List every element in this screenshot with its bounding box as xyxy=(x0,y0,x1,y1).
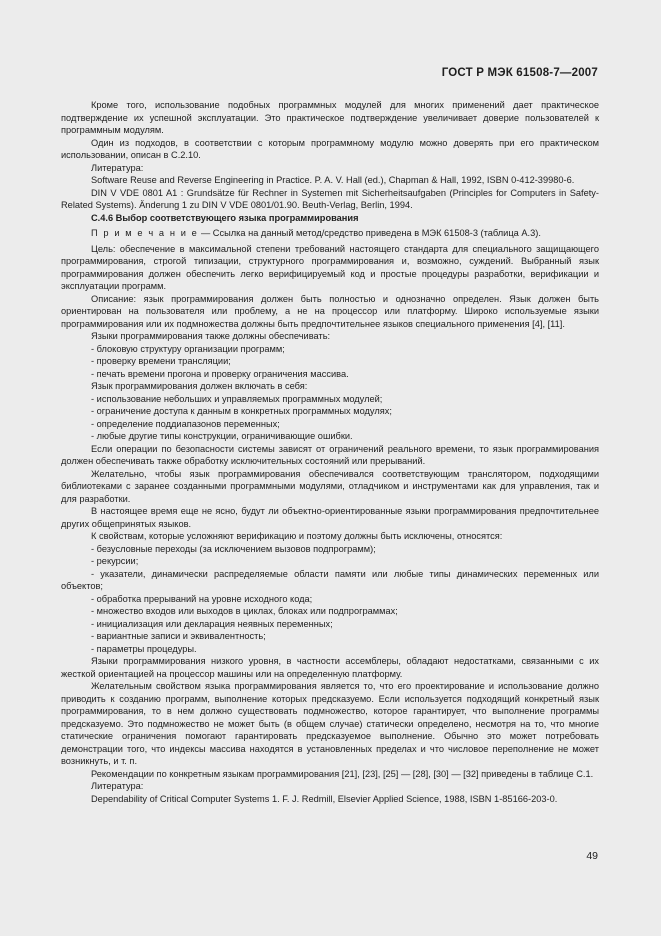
literature-label: Литература: xyxy=(91,162,144,173)
literature-label: Литература: xyxy=(91,781,144,791)
list-item: - блоковую структуру организации программ; xyxy=(91,343,285,354)
list-item: - ограничение доступа к данным в конкретных программных модулях; xyxy=(91,406,392,416)
list-intro: Язык программирования должен включать в себя: xyxy=(91,381,308,391)
paragraph: Один из подходов, в соответствии с которым программному модулю можно доверять при его практическом использовании, описан в С.2.10. xyxy=(61,137,599,160)
list-item: - рекурсии; xyxy=(91,556,139,566)
list-item: - параметры процедуры. xyxy=(91,643,197,654)
list-item: - любые другие типы конструкции, ограничивающие ошибки. xyxy=(91,431,353,441)
list-item: - указатели, динамически распределяемые области памяти или любые типы динамических переменных или объектов; xyxy=(61,568,599,591)
list-item: - безусловные переходы (за исключением вызовов подпрограмм); xyxy=(91,543,376,554)
list-intro: Языки программирования также должны обеспечивать: xyxy=(91,331,331,341)
list-item: - вариантные записи и эквивалентность; xyxy=(91,631,266,641)
list-item: - печать времени прогона и проверку ограничения массива. xyxy=(91,368,349,379)
note-label: П р и м е ч а н и е xyxy=(91,228,199,238)
list-item: - использование небольших и управляемых программных модулей; xyxy=(91,393,383,404)
paragraph: В настоящее время еще не ясно, будут ли объектно-ориентированные языки программирования предпочтительнее других общепринятых языков. xyxy=(61,506,599,529)
list-intro: К свойствам, которые усложняют верификацию и поэтому должны быть исключены, относятся: xyxy=(91,531,503,541)
page-number: 49 xyxy=(586,850,598,862)
list-item: - проверку времени трансляции; xyxy=(91,356,231,366)
list-item: - множество входов или выходов в циклах, блоках или подпрограммах; xyxy=(91,606,398,616)
paragraph: Если операции по безопасности системы зависят от ограничений реального времени, то язык программирования должен обеспечивать также обработку исключительных состояний или прерываний. xyxy=(61,443,599,466)
reference: DIN V VDE 0801 A1 : Grundsätze für Rechner in Systemen mit Sicherheitsaufgaben (Principles for Computers in Safety-Related Systems). Änderung 1 zu DIN V VDE 0801/01.90. Beuth-Verlag, Berlin, 1994. xyxy=(61,187,599,210)
description-paragraph: Описание: язык программирования должен быть полностью и однозначно определен. Язык должен быть ориентирован на пользователя или проблему, а не на процессор или платформу. Широко используемые языки программирования или их подмножества должны быть предпочтительнее языков специального применения [4], [11]. xyxy=(61,293,599,329)
reference: Software Reuse and Reverse Engineering in Practice. P. A. V. Hall (ed.), Chapman & Hall, 1992, ISBN 0-412-39980-6. xyxy=(91,175,575,185)
paragraph: Кроме того, использование подобных программных модулей для многих применений дает практическое подтверждение их успешной эксплуатации. Это практическое подтверждение увеличивает доверие пользователей к программным модулям. xyxy=(61,100,599,135)
note xyxy=(61,227,599,240)
goal-paragraph: Цель: обеспечение в максимальной степени требований настоящего стандарта для специального защищающего программирования, строгой типизации, структурного программирования и, возможно, суждений. Выбранный язык программирования должен обеспечить легко верифицируемый код и простые процедуры разработки, верификации и эксплуатации программ. xyxy=(61,243,599,291)
list-item: - определение поддиапазонов переменных; xyxy=(91,418,280,429)
list-item: - инициализация или декларация неявных переменных; xyxy=(91,618,333,629)
paragraph: Желательным свойством языка программирования является то, что его проектирование и использование должно приводить к созданию программ, выполнение которых предсказуемо. Если используется подходящий конкретный язык программирования, то в нем должно существовать подмножество, которое гарантирует, что выполнение программы предсказуемо. Это подмножество не может быть (в общем случае) статически определено, несмотря на то, что многие статические ограничения помогают гарантировать предсказуемое выполнение. Обычно это может потребовать демонстрации того, что индексы массива находятся в установленных пределах и что числовое переполнение не может возникнуть, и т. п. xyxy=(61,681,599,766)
page-body xyxy=(61,99,599,805)
list-item: - обработка прерываний на уровне исходного кода; xyxy=(91,593,313,604)
paragraph: Желательно, чтобы язык программирования обеспечивался соответствующим транслятором, подходящими библиотеками с заранее созданными программными модулями, отладчиком и инструментами как для управления, так и для разработки. xyxy=(61,468,599,504)
reference: Dependability of Critical Computer Systems 1. F. J. Redmill, Elsevier Applied Science, 1988, ISBN 1-85166-203-0. xyxy=(91,793,558,804)
section-title: С.4.6 Выбор соответствующего языка программирования xyxy=(91,212,359,223)
paragraph: Рекомендации по конкретным языкам программирования [21], [23], [25] — [28], [30] — [32] приведены в таблице С.1. xyxy=(91,768,594,779)
paragraph: Языки программирования низкого уровня, в частности ассемблеры, обладают недостатками, связанными с их жесткой ориентацией на процессор машины или на определенную платформу. xyxy=(61,656,599,679)
note-text: — Ссылка на данный метод/средство приведена в МЭК 61508-3 (таблица А.3). xyxy=(198,228,541,238)
standard-header: ГОСТ Р МЭК 61508-7—2007 xyxy=(441,67,598,79)
